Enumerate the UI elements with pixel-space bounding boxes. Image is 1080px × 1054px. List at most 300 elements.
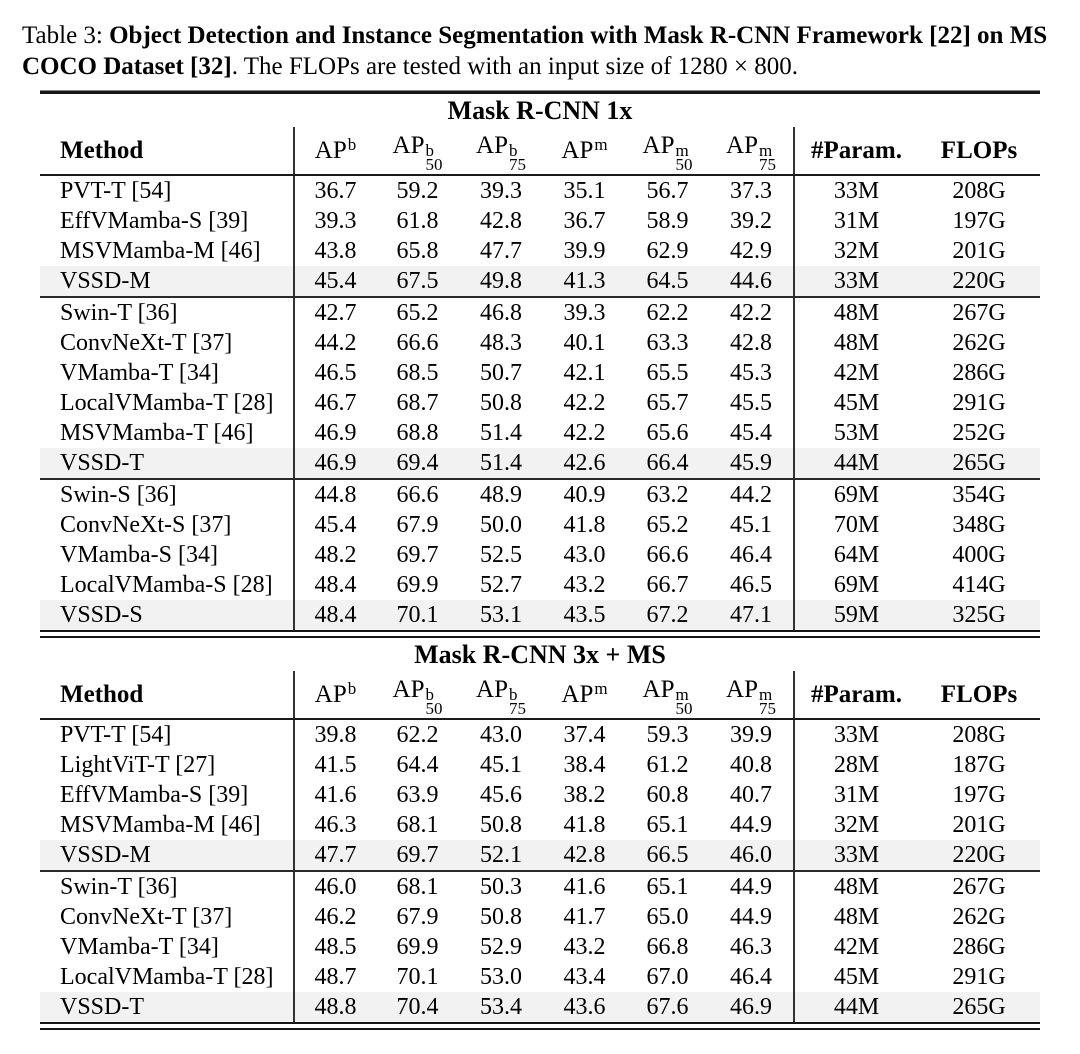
- value-cell: 41.5: [293, 750, 376, 780]
- param-cell: 33M: [793, 720, 918, 750]
- value-cell: 51.4: [480, 419, 522, 446]
- value-cell: 69.7: [396, 541, 439, 568]
- ap-label: [726, 676, 776, 718]
- value-cell: 43.5: [563, 601, 606, 628]
- value-cell: 46.5: [293, 358, 376, 388]
- ap-sup: b: [347, 134, 357, 154]
- value-cell: 45.4: [293, 266, 376, 296]
- value-cell: 44.9: [730, 903, 772, 930]
- value-cell: 69.7: [396, 841, 439, 868]
- value-cell: 47.1: [730, 601, 772, 628]
- ap-label: [642, 132, 693, 174]
- method-cell: ConvNeXt-T [37]: [60, 903, 233, 930]
- method-cell: VSSD-S: [60, 601, 143, 628]
- value-cell: 46.8: [480, 299, 522, 326]
- value-cell: 69.9: [396, 933, 439, 960]
- method-cell: VMamba-S [34]: [60, 541, 218, 568]
- method-cell: VSSD-T: [60, 993, 145, 1020]
- col-header-ap: [626, 671, 709, 718]
- ap-base: AP: [561, 136, 594, 164]
- value-cell: 67.2: [646, 601, 689, 628]
- value-cell: 63.2: [646, 481, 689, 508]
- ap-base: AP: [392, 132, 425, 160]
- table-caption: [22, 20, 1062, 82]
- param-cell: 53M: [793, 418, 918, 448]
- ap-base: AP: [392, 676, 425, 704]
- col-header-ap: [709, 671, 793, 718]
- flops-cell: 201G: [952, 811, 1006, 838]
- ap-sup: b: [508, 685, 518, 705]
- value-cell: 53.4: [480, 993, 522, 1020]
- value-cell: 42.2: [563, 419, 606, 446]
- value-cell: 38.4: [563, 751, 606, 778]
- value-cell: 47.7: [293, 840, 376, 870]
- value-cell: 52.1: [480, 841, 522, 868]
- flops-column-header: FLOPs: [940, 136, 1018, 164]
- ap-supsub: [758, 685, 776, 718]
- flops-cell: 262G: [952, 903, 1006, 930]
- value-cell: 66.5: [646, 841, 689, 868]
- value-cell: 68.7: [396, 389, 439, 416]
- table-row: [40, 902, 1040, 932]
- value-cell: 42.2: [730, 299, 772, 326]
- value-cell: 62.2: [396, 721, 439, 748]
- flops-column-header: FLOPs: [940, 680, 1018, 708]
- value-cell: 70.1: [396, 963, 439, 990]
- value-cell: 51.4: [480, 449, 522, 476]
- value-cell: 47.7: [480, 237, 522, 264]
- table-section-title: Mask R-CNN 1x: [447, 95, 633, 125]
- value-cell: 46.0: [730, 841, 772, 868]
- value-cell: 44.6: [730, 267, 772, 294]
- table-row: [40, 992, 1040, 1022]
- flops-cell: 291G: [952, 389, 1006, 416]
- value-cell: 53.0: [480, 963, 522, 990]
- value-cell: 65.6: [646, 419, 689, 446]
- flops-cell: 267G: [952, 873, 1006, 900]
- ap-sup: b: [425, 685, 434, 705]
- value-cell: 65.0: [646, 903, 689, 930]
- value-cell: 64.5: [646, 267, 689, 294]
- value-cell: 46.4: [730, 963, 772, 990]
- value-cell: 45.1: [730, 511, 772, 538]
- value-cell: 70.4: [396, 993, 439, 1020]
- value-cell: 59.2: [396, 177, 439, 204]
- value-cell: 44.9: [730, 873, 772, 900]
- method-cell: MSVMamba-M [46]: [60, 811, 261, 838]
- value-cell: 48.2: [293, 540, 376, 570]
- value-cell: 50.8: [480, 389, 522, 416]
- value-cell: 61.8: [396, 207, 439, 234]
- value-cell: 42.2: [563, 389, 606, 416]
- value-cell: 46.3: [730, 933, 772, 960]
- value-cell: 46.9: [293, 448, 376, 478]
- value-cell: 50.0: [480, 511, 522, 538]
- value-cell: 45.9: [730, 449, 772, 476]
- value-cell: 45.4: [293, 510, 376, 540]
- table-row: [40, 480, 1040, 510]
- table-row: [40, 750, 1040, 780]
- flops-cell: 400G: [952, 541, 1006, 568]
- value-cell: 62.2: [646, 299, 689, 326]
- value-cell: 52.5: [480, 541, 522, 568]
- value-cell: 63.3: [646, 329, 689, 356]
- ap-base: AP: [314, 680, 347, 708]
- col-header-ap: [543, 671, 626, 718]
- param-cell: 42M: [793, 358, 918, 388]
- flops-cell: 265G: [952, 993, 1006, 1020]
- value-cell: 66.8: [646, 933, 689, 960]
- table-row: [40, 328, 1040, 358]
- value-cell: 46.0: [293, 872, 376, 902]
- value-cell: 41.6: [293, 780, 376, 810]
- value-cell: 36.7: [293, 176, 376, 206]
- value-cell: 44.8: [293, 480, 376, 510]
- value-cell: 68.5: [396, 359, 439, 386]
- col-header-ap: [543, 127, 626, 174]
- ap-sup: b: [425, 141, 434, 161]
- flops-cell: 325G: [952, 601, 1006, 628]
- value-cell: 41.8: [563, 811, 606, 838]
- table-row: [40, 418, 1040, 448]
- param-cell: 32M: [793, 810, 918, 840]
- flops-cell: 348G: [952, 511, 1006, 538]
- ap-sup: m: [675, 685, 689, 705]
- ap-sub: 75: [508, 699, 526, 718]
- value-cell: 61.2: [646, 751, 689, 778]
- value-cell: 40.8: [730, 751, 772, 778]
- col-header-ap: [376, 127, 459, 174]
- results-table: [40, 90, 1040, 1030]
- table-row: [40, 780, 1040, 810]
- value-cell: 65.7: [646, 389, 689, 416]
- ap-base: AP: [476, 132, 508, 160]
- ap-label: [314, 678, 357, 709]
- param-cell: 69M: [793, 480, 918, 510]
- param-cell: 42M: [793, 932, 918, 962]
- value-cell: 40.1: [563, 329, 606, 356]
- param-cell: 69M: [793, 570, 918, 600]
- table-row: [40, 236, 1040, 266]
- ap-sub: 75: [758, 699, 776, 718]
- value-cell: 68.1: [396, 811, 439, 838]
- ap-supsub: [675, 141, 693, 174]
- value-cell: 46.7: [293, 388, 376, 418]
- method-cell: EffVMamba-S [39]: [60, 781, 249, 808]
- method-cell: PVT-T [54]: [60, 721, 172, 748]
- table-row: [40, 570, 1040, 600]
- flops-cell: 286G: [952, 359, 1006, 386]
- value-cell: 44.9: [730, 811, 772, 838]
- ap-label: [561, 134, 608, 165]
- column-header-row: [40, 671, 1040, 718]
- method-cell: ConvNeXt-T [37]: [60, 329, 233, 356]
- ap-label: [476, 676, 526, 718]
- value-cell: 40.7: [730, 781, 772, 808]
- value-cell: 41.7: [563, 903, 606, 930]
- method-cell: MSVMamba-M [46]: [60, 237, 261, 264]
- flops-cell: 208G: [952, 177, 1006, 204]
- ap-base: AP: [726, 132, 758, 160]
- flops-cell: 265G: [952, 449, 1006, 476]
- flops-cell: 197G: [952, 781, 1006, 808]
- ap-label: [561, 678, 608, 709]
- col-header-ap: [626, 127, 709, 174]
- value-cell: 50.8: [480, 811, 522, 838]
- ap-sup: m: [675, 141, 689, 161]
- value-cell: 65.8: [396, 237, 439, 264]
- ap-sub: 50: [675, 699, 693, 718]
- value-cell: 48.4: [293, 600, 376, 630]
- table-row: [40, 298, 1040, 328]
- col-header-ap: [376, 671, 459, 718]
- value-cell: 50.7: [480, 359, 522, 386]
- value-cell: 56.7: [646, 177, 689, 204]
- param-cell: 31M: [793, 206, 918, 236]
- method-cell: LocalVMamba-T [28]: [60, 963, 274, 990]
- value-cell: 39.2: [730, 207, 772, 234]
- ap-label: [314, 134, 357, 165]
- value-cell: 48.3: [480, 329, 522, 356]
- ap-sup: m: [594, 134, 608, 154]
- value-cell: 43.8: [293, 236, 376, 266]
- value-cell: 42.9: [730, 237, 772, 264]
- param-cell: 59M: [793, 600, 918, 630]
- value-cell: 46.4: [730, 541, 772, 568]
- param-cell: 33M: [793, 266, 918, 296]
- method-cell: ConvNeXt-S [37]: [60, 511, 232, 538]
- method-cell: Swin-T [36]: [60, 873, 178, 900]
- value-cell: 60.8: [646, 781, 689, 808]
- value-cell: 65.1: [646, 811, 689, 838]
- ap-label: [392, 132, 443, 174]
- value-cell: 46.3: [293, 810, 376, 840]
- value-cell: 68.8: [396, 419, 439, 446]
- ap-base: AP: [476, 676, 508, 704]
- value-cell: 41.6: [563, 873, 606, 900]
- value-cell: 66.6: [396, 329, 439, 356]
- value-cell: 44.2: [293, 328, 376, 358]
- table-row: [40, 540, 1040, 570]
- ap-label: [726, 132, 776, 174]
- col-header-ap: [459, 671, 543, 718]
- value-cell: 41.8: [563, 511, 606, 538]
- value-cell: 42.6: [563, 449, 606, 476]
- ap-sub: 75: [508, 155, 526, 174]
- value-cell: 39.3: [563, 299, 606, 326]
- table-row: [40, 176, 1040, 206]
- flops-cell: 354G: [952, 481, 1006, 508]
- value-cell: 52.7: [480, 571, 522, 598]
- param-cell: 48M: [793, 872, 918, 902]
- ap-label: [642, 676, 693, 718]
- value-cell: 64.4: [396, 751, 439, 778]
- param-cell: 28M: [793, 750, 918, 780]
- method-cell: VSSD-M: [60, 841, 151, 868]
- value-cell: 42.8: [480, 207, 522, 234]
- param-cell: 48M: [793, 902, 918, 932]
- value-cell: 39.9: [563, 237, 606, 264]
- table-separator-rule: [40, 630, 1040, 638]
- value-cell: 48.9: [480, 481, 522, 508]
- table-row: [40, 266, 1040, 296]
- value-cell: 37.3: [730, 177, 772, 204]
- method-cell: VMamba-T [34]: [60, 933, 219, 960]
- value-cell: 66.6: [646, 541, 689, 568]
- caption-suffix: . The FLOPs are tested with an input size of 1280 × 800.: [231, 53, 799, 80]
- value-cell: 39.8: [293, 720, 376, 750]
- value-cell: 42.1: [563, 359, 606, 386]
- ap-label: [476, 132, 526, 174]
- param-cell: 32M: [793, 236, 918, 266]
- value-cell: 42.7: [293, 298, 376, 328]
- value-cell: 42.8: [730, 329, 772, 356]
- col-header-ap: [293, 671, 376, 718]
- value-cell: 39.9: [730, 721, 772, 748]
- value-cell: 66.7: [646, 571, 689, 598]
- param-column-header: #Param.: [793, 671, 918, 718]
- method-cell: Swin-T [36]: [60, 299, 178, 326]
- value-cell: 35.1: [563, 177, 606, 204]
- flops-cell: 252G: [952, 419, 1006, 446]
- flops-cell: 414G: [952, 571, 1006, 598]
- param-cell: 48M: [793, 298, 918, 328]
- value-cell: 45.6: [480, 781, 522, 808]
- caption-prefix: Table 3:: [22, 22, 110, 49]
- table-row: [40, 810, 1040, 840]
- value-cell: 36.7: [563, 207, 606, 234]
- flops-cell: 262G: [952, 329, 1006, 356]
- value-cell: 48.5: [293, 932, 376, 962]
- value-cell: 44.2: [730, 481, 772, 508]
- value-cell: 67.9: [396, 903, 439, 930]
- ap-supsub: [425, 685, 443, 718]
- table-row: [40, 840, 1040, 870]
- ap-base: AP: [726, 676, 758, 704]
- ap-sup: m: [758, 141, 773, 161]
- value-cell: 67.5: [396, 267, 439, 294]
- method-cell: LocalVMamba-S [28]: [60, 571, 273, 598]
- ap-sub: 75: [758, 155, 776, 174]
- value-cell: 45.4: [730, 419, 772, 446]
- value-cell: 39.3: [293, 206, 376, 236]
- ap-base: AP: [561, 680, 594, 708]
- value-cell: 65.2: [396, 299, 439, 326]
- ap-supsub: [425, 141, 443, 174]
- method-cell: LightViT-T [27]: [60, 751, 216, 778]
- param-cell: 48M: [793, 328, 918, 358]
- table-row: [40, 932, 1040, 962]
- flops-cell: 220G: [952, 841, 1006, 868]
- value-cell: 45.1: [480, 751, 522, 778]
- value-cell: 67.0: [646, 963, 689, 990]
- param-cell: 64M: [793, 540, 918, 570]
- value-cell: 53.1: [480, 601, 522, 628]
- value-cell: 48.7: [293, 962, 376, 992]
- value-cell: 43.0: [563, 541, 606, 568]
- value-cell: 48.4: [293, 570, 376, 600]
- flops-cell: 286G: [952, 933, 1006, 960]
- value-cell: 58.9: [646, 207, 689, 234]
- value-cell: 50.3: [480, 873, 522, 900]
- flops-cell: 197G: [952, 207, 1006, 234]
- param-cell: 45M: [793, 388, 918, 418]
- table-row: [40, 510, 1040, 540]
- table-row: [40, 358, 1040, 388]
- param-cell: 44M: [793, 992, 918, 1022]
- value-cell: 43.6: [563, 993, 606, 1020]
- param-column-header: #Param.: [793, 127, 918, 174]
- column-header-row: [40, 127, 1040, 174]
- ap-sub: 50: [425, 699, 443, 718]
- table-row: [40, 872, 1040, 902]
- method-cell: VSSD-T: [60, 449, 145, 476]
- value-cell: 46.9: [730, 993, 772, 1020]
- ap-supsub: [508, 141, 526, 174]
- value-cell: 52.9: [480, 933, 522, 960]
- method-cell: Swin-S [36]: [60, 481, 177, 508]
- value-cell: 68.1: [396, 873, 439, 900]
- method-cell: MSVMamba-T [46]: [60, 419, 254, 446]
- value-cell: 50.8: [480, 903, 522, 930]
- ap-base: AP: [642, 676, 675, 704]
- value-cell: 41.3: [563, 267, 606, 294]
- flops-cell: 291G: [952, 963, 1006, 990]
- value-cell: 43.2: [563, 933, 606, 960]
- table-bottom-rule: [40, 1022, 1040, 1030]
- value-cell: 70.1: [396, 601, 439, 628]
- col-header-ap: [293, 127, 376, 174]
- value-cell: 67.9: [396, 511, 439, 538]
- value-cell: 43.0: [480, 721, 522, 748]
- method-cell: EffVMamba-S [39]: [60, 207, 249, 234]
- param-cell: 33M: [793, 840, 918, 870]
- table-row: [40, 962, 1040, 992]
- value-cell: 42.8: [563, 841, 606, 868]
- method-cell: VMamba-T [34]: [60, 359, 219, 386]
- caption-bold-title: Object Detection and Instance Segmentation with Mask R-CNN Framework [22] on MS COCO Dataset [32]: [22, 22, 1048, 80]
- flops-cell: 201G: [952, 237, 1006, 264]
- value-cell: 40.9: [563, 481, 606, 508]
- param-cell: 45M: [793, 962, 918, 992]
- table-row: [40, 720, 1040, 750]
- value-cell: 48.8: [293, 992, 376, 1022]
- method-column-header: Method: [60, 680, 144, 708]
- ap-sup: b: [347, 678, 357, 698]
- table-row: [40, 206, 1040, 236]
- method-cell: PVT-T [54]: [60, 177, 172, 204]
- param-cell: 44M: [793, 448, 918, 478]
- col-header-ap: [709, 127, 793, 174]
- ap-sub: 50: [675, 155, 693, 174]
- flops-cell: 267G: [952, 299, 1006, 326]
- value-cell: 43.2: [563, 571, 606, 598]
- value-cell: 65.5: [646, 359, 689, 386]
- ap-label: [392, 676, 443, 718]
- table-row: [40, 388, 1040, 418]
- value-cell: 59.3: [646, 721, 689, 748]
- table-row: [40, 600, 1040, 630]
- value-cell: 46.5: [730, 571, 772, 598]
- value-cell: 46.2: [293, 902, 376, 932]
- value-cell: 65.1: [646, 873, 689, 900]
- param-cell: 31M: [793, 780, 918, 810]
- ap-sup: b: [508, 141, 518, 161]
- ap-base: AP: [642, 132, 675, 160]
- value-cell: 38.2: [563, 781, 606, 808]
- table-row: [40, 448, 1040, 478]
- ap-supsub: [758, 141, 776, 174]
